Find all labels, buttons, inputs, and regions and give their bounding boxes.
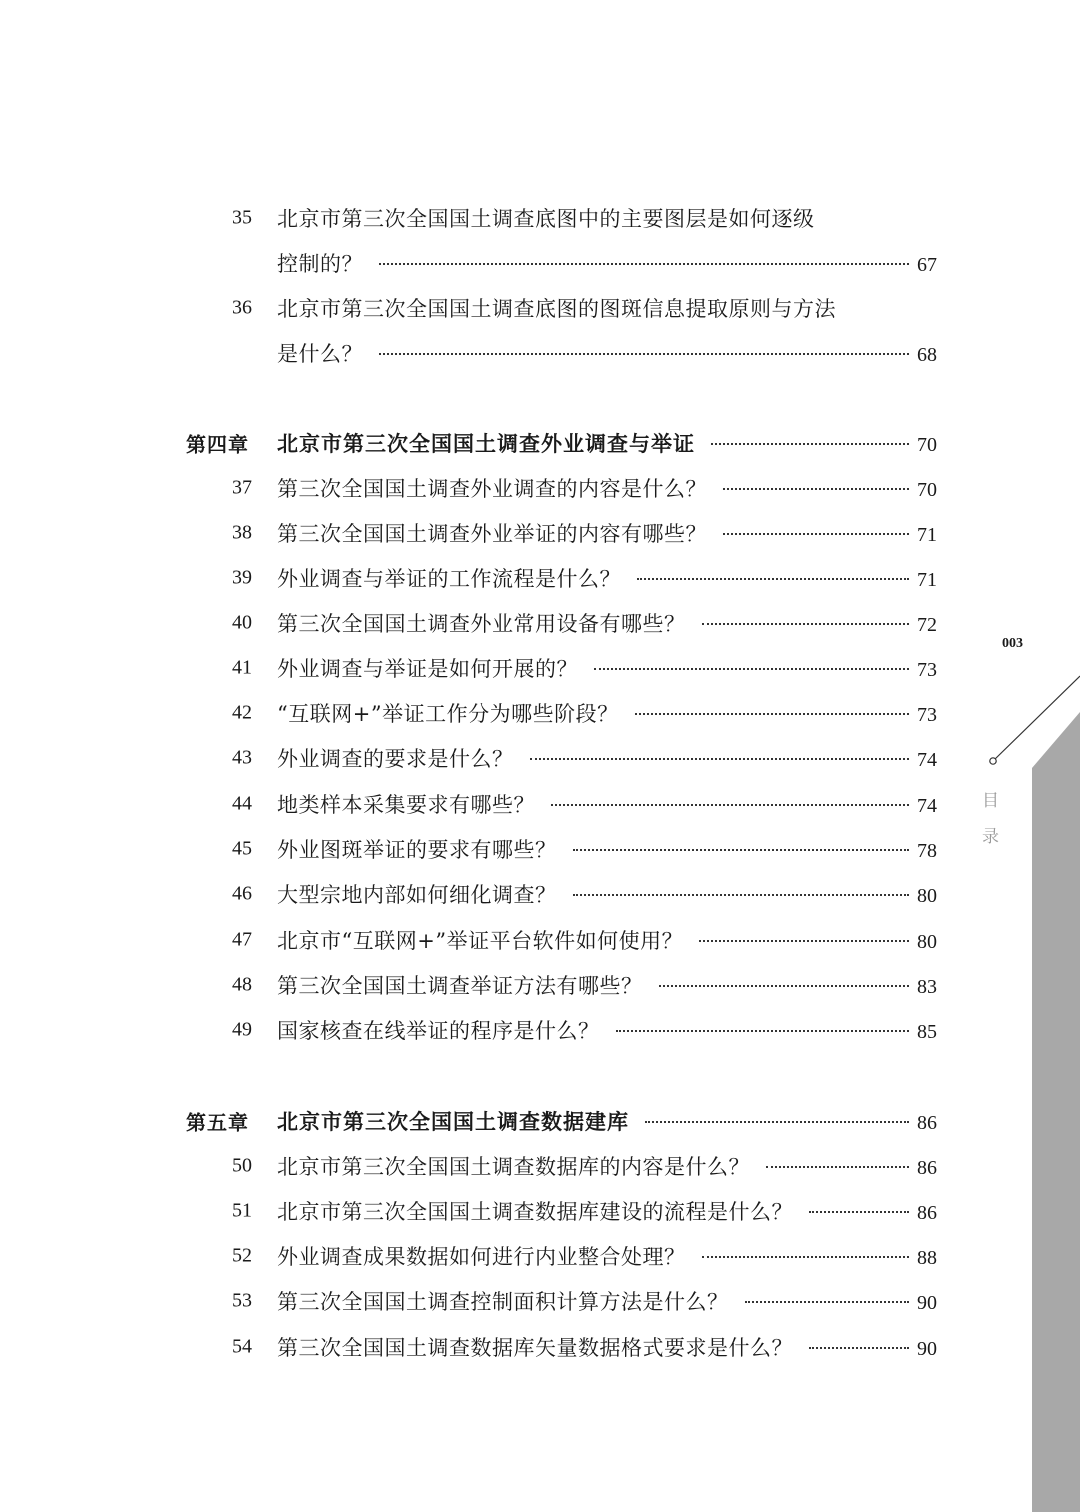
dot-leader	[745, 1301, 910, 1303]
side-label-mu: 目	[982, 791, 999, 811]
page-ref: 70	[917, 433, 937, 456]
toc-row	[0, 330, 1080, 375]
dot-leader	[766, 1166, 909, 1168]
entry-line	[277, 1332, 937, 1362]
entry-number: 54	[232, 1335, 252, 1357]
entry-line	[277, 1196, 937, 1226]
toc-row	[0, 1007, 1080, 1052]
page-ref: 80	[917, 884, 937, 907]
entry-title: 外业图斑举证的要求有哪些？	[277, 837, 557, 862]
dot-leader	[635, 713, 909, 715]
entry-line	[277, 743, 937, 773]
entry-number: 49	[232, 1018, 252, 1040]
chapter-label: 第四章	[186, 432, 249, 456]
entry-number: 35	[232, 206, 252, 228]
page-ref: 71	[917, 568, 937, 591]
dot-leader	[594, 668, 909, 670]
entry-line	[277, 970, 937, 1000]
dot-leader	[645, 1121, 909, 1123]
entry-number: 40	[232, 611, 252, 633]
entry-number: 52	[232, 1244, 252, 1266]
page-ref: 86	[917, 1156, 937, 1179]
entry-line	[277, 473, 937, 503]
dot-leader	[379, 263, 909, 265]
page-ref: 80	[917, 930, 937, 953]
page-ref: 90	[917, 1291, 937, 1314]
dot-leader	[809, 1347, 909, 1349]
dot-leader	[637, 578, 909, 580]
dot-leader	[702, 623, 910, 625]
entry-line	[277, 563, 937, 593]
chapter-label: 第五章	[186, 1110, 249, 1134]
toc-row	[0, 1188, 1080, 1233]
entry-number: 47	[232, 928, 252, 950]
page-ref: 83	[917, 975, 937, 998]
page-ref: 90	[917, 1337, 937, 1360]
entry-title: 北京市第三次全国国土调查数据库建设的流程是什么？	[277, 1199, 793, 1224]
entry-line	[277, 1241, 937, 1271]
entry-title: 北京市第三次全国国土调查底图的图斑信息提取原则与方法	[277, 296, 836, 321]
chapter-title: 北京市第三次全国国土调查数据建库	[277, 1109, 629, 1134]
page-ref: 74	[917, 794, 937, 817]
dot-leader	[659, 985, 910, 987]
toc-row	[0, 510, 1080, 555]
entry-number: 46	[232, 882, 252, 904]
toc-row	[0, 1324, 1080, 1369]
toc-row	[0, 240, 1080, 285]
entry-number: 44	[232, 792, 252, 814]
dot-leader	[809, 1211, 909, 1213]
entry-line	[277, 879, 937, 909]
dot-leader	[699, 940, 909, 942]
entry-line	[277, 248, 937, 278]
toc-row	[0, 285, 1080, 330]
entry-title: 外业调查成果数据如何进行内业整合处理？	[277, 1244, 686, 1269]
dot-leader	[711, 443, 909, 445]
toc-row	[0, 1233, 1080, 1278]
entry-title: 大型宗地内部如何细化调查？	[277, 882, 557, 907]
toc-row	[0, 871, 1080, 916]
entry-number: 53	[232, 1289, 252, 1311]
entry-number: 42	[232, 701, 252, 723]
entry-number: 38	[232, 521, 252, 543]
page-ref: 78	[917, 839, 937, 862]
dot-leader	[723, 488, 909, 490]
page-ref: 73	[917, 703, 937, 726]
toc-row	[0, 781, 1080, 826]
entry-title: 第三次全国国土调查外业举证的内容有哪些？	[277, 521, 707, 546]
entry-line	[277, 653, 937, 683]
entry-line	[277, 925, 937, 955]
entry-title: 国家核查在线举证的程序是什么？	[277, 1018, 600, 1043]
entry-line	[277, 608, 937, 638]
dot-leader	[616, 1030, 910, 1032]
dot-leader	[379, 353, 909, 355]
entry-title: 第三次全国国土调查外业调查的内容是什么？	[277, 476, 707, 501]
dot-leader	[573, 894, 910, 896]
chapter-row	[0, 1098, 1080, 1143]
toc-row	[0, 917, 1080, 962]
entry-number: 51	[232, 1199, 252, 1221]
dot-leader	[723, 533, 909, 535]
entry-number: 41	[232, 656, 252, 678]
toc-row	[0, 195, 1080, 240]
toc-row	[0, 600, 1080, 645]
entry-title: 外业调查与举证是如何开展的？	[277, 656, 578, 681]
entry-title: 第三次全国国土调查外业常用设备有哪些？	[277, 611, 686, 636]
entry-title: “互联网+”举证工作分为哪些阶段？	[277, 701, 619, 726]
entry-number: 50	[232, 1154, 252, 1176]
entry-title: 第三次全国国土调查控制面积计算方法是什么？	[277, 1289, 729, 1314]
entry-title: 外业调查与举证的工作流程是什么？	[277, 566, 621, 591]
page-ref: 86	[917, 1111, 937, 1134]
entry-title: 北京市第三次全国国土调查数据库的内容是什么？	[277, 1154, 750, 1179]
entry-title: 北京市“互联网+”举证平台软件如何使用？	[277, 928, 684, 953]
entry-title: 第三次全国国土调查举证方法有哪些？	[277, 973, 643, 998]
entry-number: 48	[232, 973, 252, 995]
dot-leader	[573, 849, 910, 851]
entry-line	[277, 1286, 937, 1316]
entry-title: 外业调查的要求是什么？	[277, 746, 514, 771]
entry-line	[277, 338, 937, 368]
page-ref: 85	[917, 1020, 937, 1043]
entry-number: 36	[232, 296, 252, 318]
toc-row	[0, 962, 1080, 1007]
entry-number: 45	[232, 837, 252, 859]
toc-row	[0, 735, 1080, 780]
page-ref: 72	[917, 613, 937, 636]
entry-title: 地类样本采集要求有哪些？	[277, 792, 535, 817]
entry-title: 第三次全国国土调查数据库矢量数据格式要求是什么？	[277, 1335, 793, 1360]
entry-line	[277, 789, 937, 819]
page-ref: 74	[917, 748, 937, 771]
page-ref: 73	[917, 658, 937, 681]
toc-row	[0, 826, 1080, 871]
entry-line	[277, 1015, 937, 1045]
chapter-row	[0, 420, 1080, 465]
toc-row	[0, 465, 1080, 510]
page-number: 003	[1002, 636, 1023, 651]
entry-number: 43	[232, 746, 252, 768]
entry-title: 北京市第三次全国国土调查底图中的主要图层是如何逐级	[277, 206, 815, 231]
entry-line	[277, 518, 937, 548]
entry-number: 37	[232, 476, 252, 498]
entry-line	[277, 698, 937, 728]
entry-title: 是什么？	[277, 341, 363, 366]
page-ref: 67	[917, 253, 937, 276]
entry-line	[277, 293, 937, 323]
page-ref: 70	[917, 478, 937, 501]
entry-line	[277, 1151, 937, 1181]
toc-row	[0, 1143, 1080, 1188]
chapter-title: 北京市第三次全国国土调查外业调查与举证	[277, 431, 695, 456]
page-ref: 71	[917, 523, 937, 546]
entry-line	[277, 834, 937, 864]
entry-line	[277, 428, 937, 458]
dot-leader	[551, 804, 909, 806]
toc-row	[0, 690, 1080, 735]
page-ref: 68	[917, 343, 937, 366]
toc-row	[0, 1278, 1080, 1323]
toc-row	[0, 555, 1080, 600]
page-ref: 88	[917, 1246, 937, 1269]
entry-title: 控制的？	[277, 251, 363, 276]
dot-leader	[530, 758, 910, 760]
entry-line	[277, 203, 937, 233]
dot-leader	[702, 1256, 910, 1258]
page-ref: 86	[917, 1201, 937, 1224]
entry-line	[277, 1106, 937, 1136]
entry-number: 39	[232, 566, 252, 588]
side-label-lu: 录	[982, 827, 999, 847]
toc-row	[0, 645, 1080, 690]
